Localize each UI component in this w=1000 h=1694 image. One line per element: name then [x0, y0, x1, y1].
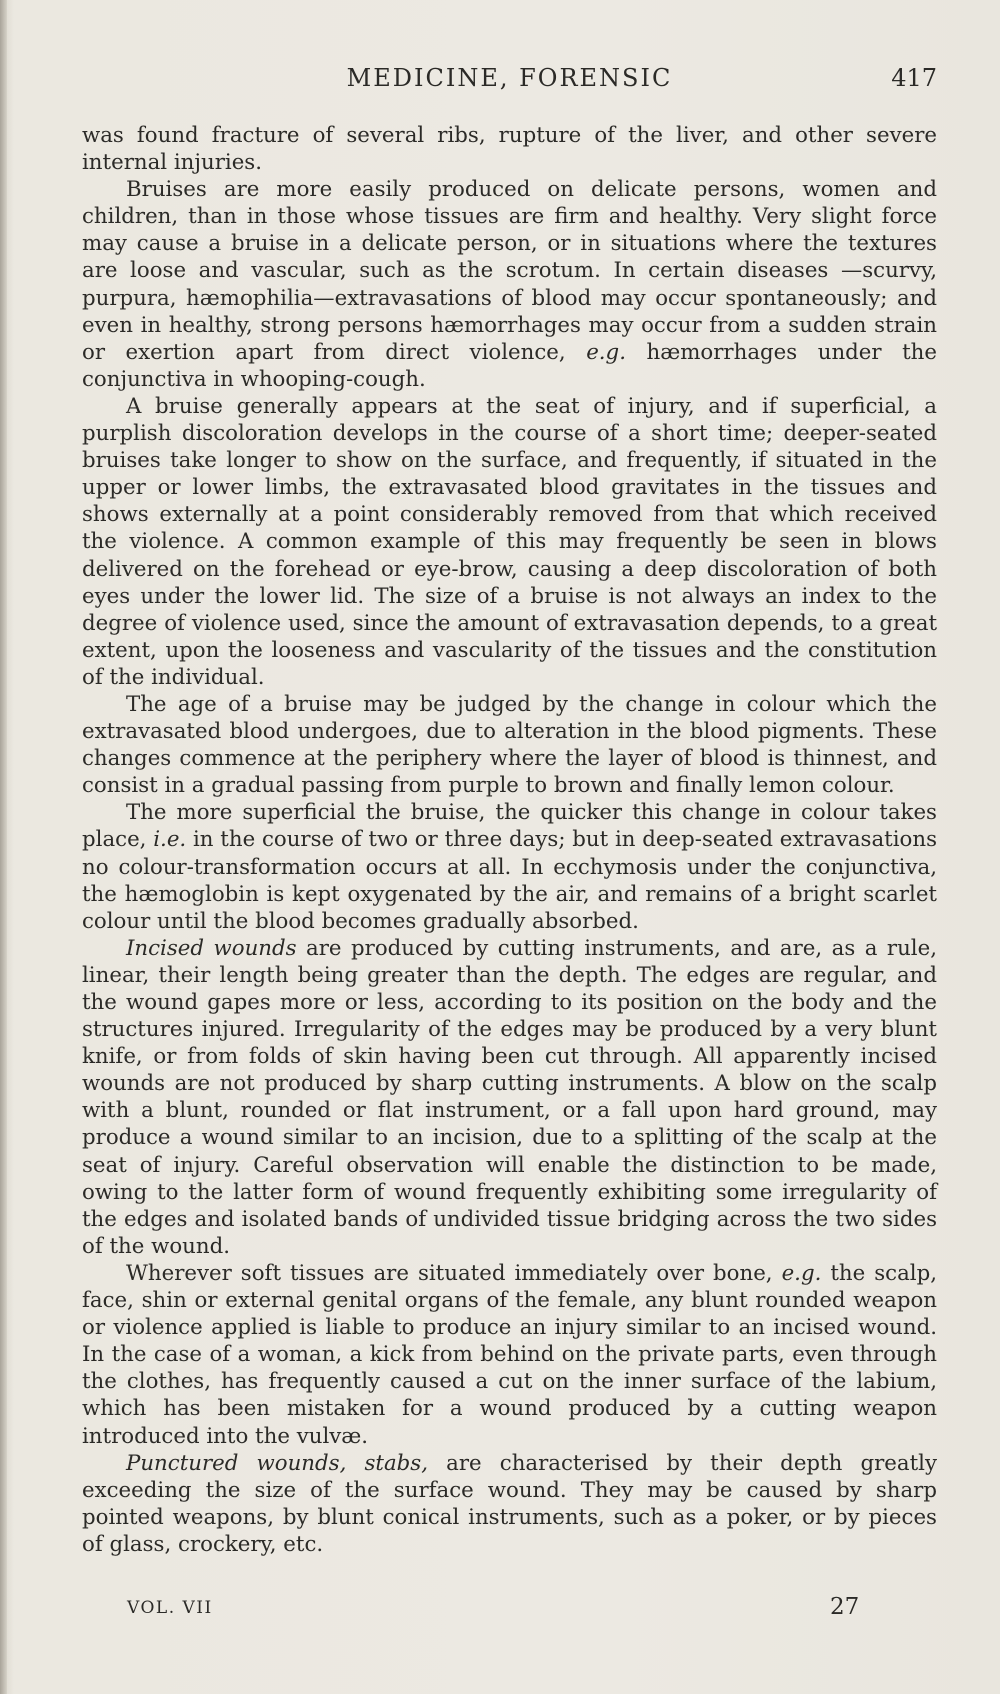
- text-run: Bruises are more easily produced on delicate persons, women and children, than in those whose tissues are firm and healthy. Very slight force may cause a bruise in a delicate person, or in situations where the textures are loose and vascular, such as the scrotum. In certain diseases —scurvy, purpura, hæmophilia—extravasations of blood may occur spontaneously; and even in healthy, strong persons hæmorrhages may occur from a sudden strain or exertion apart from direct violence,: [82, 177, 937, 365]
- paragraph: [82, 176, 937, 393]
- paragraph: [82, 122, 937, 176]
- italic-text: e.g.: [781, 1260, 822, 1286]
- italic-text: Punctured wounds, stabs,: [126, 1450, 428, 1476]
- page-footer: [82, 1594, 937, 1624]
- page-header: [82, 64, 937, 98]
- running-title: MEDICINE, FORENSIC: [346, 64, 673, 92]
- italic-text: e.g.: [586, 339, 626, 365]
- volume-label: VOL. VII: [127, 1598, 213, 1618]
- paragraph: [82, 1450, 937, 1558]
- text-run: The age of a bruise may be judged by the change in colour which the extravasated blood undergoes, due to alteration in the blood pigments. These changes commence at the periphery where the layer of blood is thinnest, and consist in a gradual passing from purple to brown and finally lemon colour.: [82, 691, 937, 799]
- text-run: are characterised by their depth greatly exceeding the size of the surface wound. They may be caused by sharp pointed weapons, by blunt conical instruments, such as a poker, or by pieces of glass, crockery, etc.: [82, 1450, 937, 1557]
- paragraph: [82, 393, 937, 691]
- text-run: A bruise generally appears at the seat of injury, and if superficial, a purplish discoloration develops in the course of a short time; deeper-seated bruises take longer to show on the surface, and frequently, if situated in the upper or lower limbs, the extravasated blood gravitates in the tissues and shows externally at a point considerably removed from that which received the violence. A common example of this may frequently be seen in blows delivered on the forehead or eye-brow, causing a deep discoloration of both eyes under the lower lid. The size of a bruise is not always an index to the degree of violence used, since the amount of extravasation depends, to a great extent, upon the looseness and vascularity of the tissues and the constitution of the individual.: [82, 393, 937, 690]
- text-run: in the course of two or three days; but in deep-seated extravasations no colour-transformation occurs at all. In ecchymosis under the conjunctiva, the hæmoglobin is kept oxygenated by the air, and remains of a bright scarlet colour until the blood becomes gradually absorbed.: [82, 827, 937, 934]
- italic-text: Incised wounds: [126, 935, 297, 961]
- page-gutter-shadow: [0, 0, 7, 1694]
- paragraph: [82, 799, 937, 934]
- text-run: The more superficial the bruise, the quicker this change in colour takes place,: [82, 800, 937, 853]
- paragraph: [82, 1260, 937, 1450]
- italic-text: i.e.: [153, 827, 187, 853]
- paragraph: [82, 691, 937, 799]
- text-run: Wherever soft tissues are situated immediately over bone,: [126, 1260, 782, 1286]
- text-run: are produced by cutting instruments, and are, as a rule, linear, their length being greater than the depth. The edges are regular, and the wound gapes more or less, according to its position on the body and the structures injured. Irregularity of the edges may be produced by a very blunt knife, or from folds of skin having been cut through. All apparently incised wounds are not produced by sharp cutting instruments. A blow on the scalp with a blunt, rounded or flat instrument, or a fall upon hard ground, may produce a wound similar to an incision, due to a splitting of the scalp at the seat of injury. Careful observation will enable the distinction to be made, owing to the latter form of wound frequently exhibiting some irregularity of the edges and isolated bands of undivided tissue bridging across the two sides of the wound.: [82, 935, 937, 1259]
- paragraph: [82, 935, 937, 1260]
- text-run: the scalp, face, shin or external genital organs of the female, any blunt rounded weapon or violence applied is liable to produce an injury similar to an incised wound. In the case of a woman, a kick from behind on the private parts, even through the clothes, has frequently caused a cut on the inner surface of the labium, which has been mistaken for a wound produced by a cutting weapon introduced into the vulvæ.: [82, 1260, 937, 1449]
- text-run: was found fracture of several ribs, rupture of the liver, and other severe internal injuries.: [82, 123, 937, 176]
- signature-mark: 27: [830, 1594, 860, 1620]
- body-text: [82, 122, 937, 1558]
- text-run: hæmorrhages under the conjunctiva in whooping-cough.: [82, 339, 937, 392]
- page-number: 417: [891, 64, 937, 92]
